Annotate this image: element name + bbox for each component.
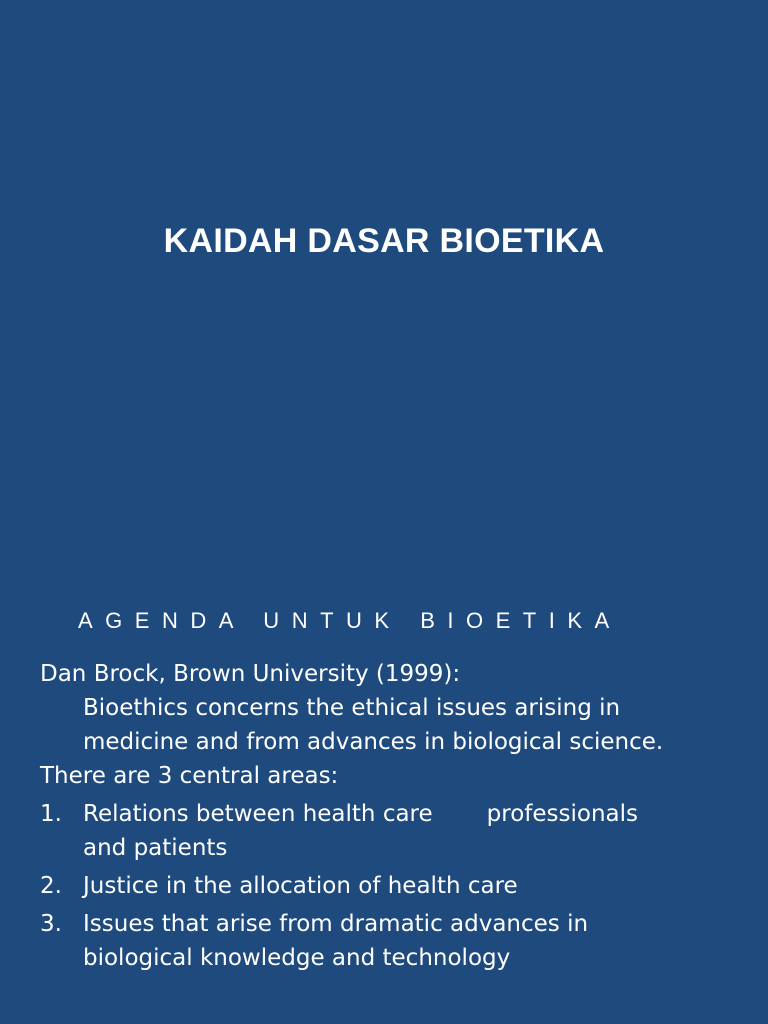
list-item-number: 3.	[40, 911, 62, 937]
slide-content	[40, 657, 740, 975]
list-item-text: and patients	[83, 835, 228, 861]
list-item-1	[40, 797, 740, 865]
list-item-text: biological knowledge and technology	[83, 945, 511, 971]
list-item-text: Issues that arise from dramatic advances in	[83, 911, 589, 937]
slide-subtitle: AGENDA UNTUK BIOETIKA	[78, 608, 622, 633]
list-item-2	[40, 869, 740, 903]
list-item-number: 1.	[40, 801, 62, 827]
slide-title: KAIDAH DASAR BIOETIKA	[163, 222, 605, 260]
definition-line-1: Bioethics concerns the ethical issues arising in	[83, 695, 621, 721]
list-item-3	[40, 907, 740, 975]
areas-intro: There are 3 central areas:	[40, 763, 339, 789]
source-line: Dan Brock, Brown University (1999):	[40, 661, 461, 687]
list-item-text: Relations between health care	[83, 801, 433, 827]
list-item-text: Justice in the allocation of health care	[83, 873, 518, 899]
list-item-number: 2.	[40, 873, 62, 899]
definition-line-2: medicine and from advances in biological science.	[83, 729, 664, 755]
list-item-text: professionals	[486, 801, 639, 827]
